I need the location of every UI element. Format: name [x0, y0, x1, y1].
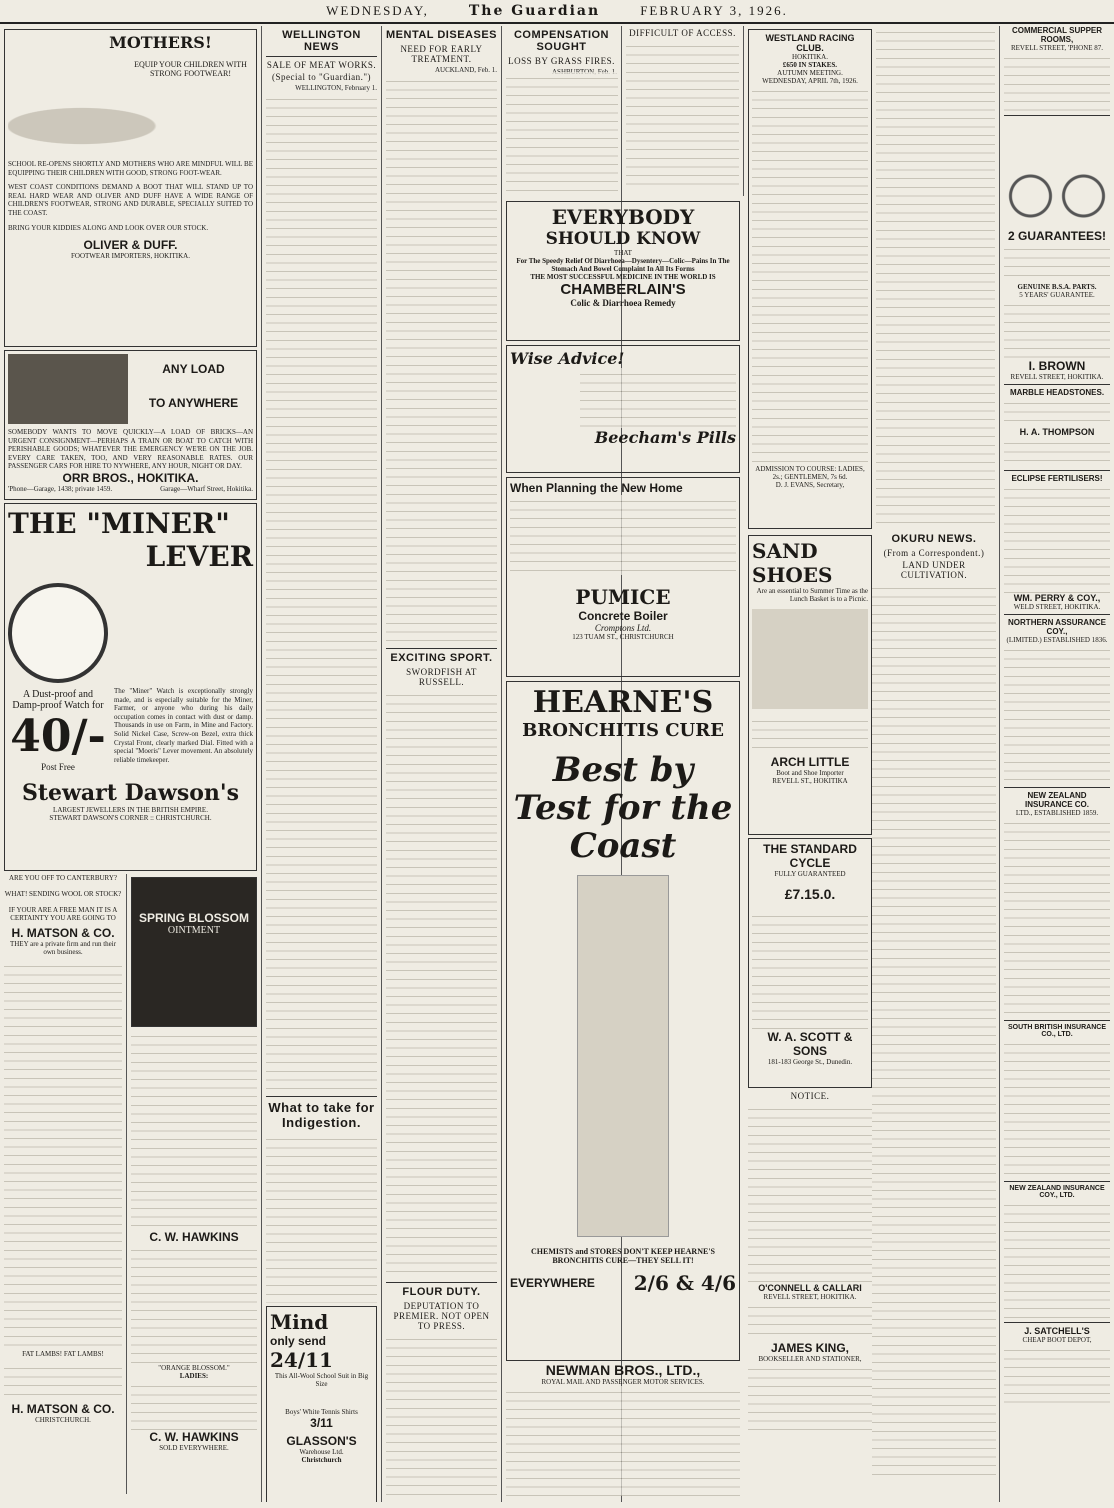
compensation-sub: LOSS BY GRASS FIRES. — [508, 56, 615, 66]
glasson-tennis: Boys' White Tennis Shirts — [285, 1407, 358, 1416]
mental-sub: NEED FOR EARLY TREATMENT. — [400, 44, 483, 64]
racing-date: WEDNESDAY, APRIL 7th, 1926. — [762, 77, 858, 85]
glasson-mind: Mind — [270, 1309, 329, 1334]
beecham-brand: Beecham's Pills — [594, 428, 736, 447]
racing-admission: ADMISSION TO COURSE: LADIES, 2s.; GENTLEMEN, 7s 6d. — [755, 465, 865, 481]
racing-city: HOKITIKA. — [792, 53, 828, 61]
glasson-send: only send — [270, 1333, 327, 1348]
miner-price: 40/- — [10, 711, 106, 762]
load-title: ANY LOAD — [162, 362, 225, 376]
masthead-title: The Guardian — [468, 3, 601, 19]
okuru-sub: (From a Correspondent.) — [883, 548, 985, 558]
ad-racing — [748, 29, 872, 529]
mothers-title: MOTHERS! — [109, 33, 212, 52]
blossom-body3 — [131, 1380, 257, 1430]
blossom-title: SPRING BLOSSOM — [138, 911, 249, 925]
ad-everybody — [506, 201, 740, 341]
racing-meeting: AUTUMN MEETING. — [777, 69, 843, 77]
racing-sec: D. J. EVANS, Secretary, — [775, 481, 845, 489]
load-title2: TO ANYWHERE — [148, 396, 239, 410]
ad-blossom — [126, 874, 257, 1494]
column-3 — [382, 26, 502, 1502]
cycle-firm: W. A. SCOTT & SONS — [767, 1030, 853, 1058]
everybody-that: THAT — [614, 249, 632, 257]
marble-firm: H. A. THOMPSON — [1019, 427, 1095, 437]
wellington-byline: (Special to "Guardian.") — [271, 72, 372, 82]
matson-city: CHRISTCHURCH. — [35, 1416, 91, 1424]
sand-body — [752, 715, 868, 755]
matson-sub: THEY are a private firm and run their own business. — [9, 940, 117, 956]
glasson-tennis-price: 3/11 — [310, 1415, 333, 1430]
load-contacts — [8, 485, 253, 494]
masthead — [0, 0, 1114, 24]
indigestion-body — [266, 1133, 377, 1303]
sand-addr: REVELL ST., HOKITIKA — [772, 777, 848, 785]
supper-body — [1004, 52, 1110, 112]
pumice-addr: 123 TUAM ST., CHRISTCHURCH — [572, 633, 674, 641]
ad-any-load — [4, 350, 257, 500]
brown-body2 — [1004, 299, 1110, 359]
matson-line1: ARE YOU OFF TO CANTERBURY? — [9, 874, 117, 882]
hearne-title: HEARNE'S — [532, 685, 714, 720]
northern-sub: (LIMITED.) ESTABLISHED 1836. — [1006, 636, 1108, 644]
cycle-title2: CYCLE — [789, 856, 831, 870]
northern-body — [1004, 644, 1110, 784]
miner-firm-addr: STEWART DAWSON'S CORNER :: CHRISTCHURCH. — [49, 814, 212, 822]
eclipse-title: ECLIPSE FERTILISERS! — [1011, 474, 1103, 483]
nzins-body — [1004, 817, 1110, 1017]
beecham-title: Wise Advice! — [510, 349, 625, 368]
column-2 — [262, 26, 382, 1502]
hearne-price-row — [510, 1271, 736, 1295]
matson-fatlambs: FAT LAMBS! FAT LAMBS! — [22, 1350, 104, 1358]
indigestion-title: What to take for Indigestion. — [268, 1099, 375, 1130]
exciting-body — [386, 689, 497, 1279]
glasson-price: 24/11 — [270, 1347, 333, 1372]
glasson-firm: GLASSON'S — [286, 1433, 357, 1448]
compensation-title: COMPENSATION SOUGHT — [513, 29, 610, 53]
shoe-illustration — [752, 609, 868, 709]
everybody-title2: SHOULD KNOW — [545, 229, 701, 249]
oconnell-title: O'CONNELL & CALLARI — [758, 1283, 862, 1293]
wellington-dateline: WELLINGTON, February 1. — [295, 84, 377, 92]
c6-left — [748, 26, 872, 532]
everybody-brand: CHAMBERLAIN'S — [560, 281, 686, 298]
matson-firm: H. MATSON & CO. — [11, 926, 115, 940]
sand-firm-sub: Boot and Shoe Importer — [776, 769, 844, 777]
okuru-live — [872, 530, 996, 1482]
miner-firm: Stewart Dawson's — [21, 780, 240, 806]
satchell-body — [1004, 1344, 1110, 1404]
matson-body2 — [4, 1362, 122, 1402]
baby-illustration — [8, 84, 253, 154]
okuru-continued — [876, 26, 995, 526]
ad-glasson — [266, 1306, 377, 1502]
ad-beecham — [506, 345, 740, 473]
ad-pumice — [506, 477, 740, 677]
cycle-title: THE STANDARD — [763, 842, 857, 856]
mothers-firm-sub: FOOTWEAR IMPORTERS, HOKITIKA. — [71, 252, 190, 261]
flour-body — [386, 1333, 497, 1502]
sand-text: Are an essential to Summer Time as the Lunch Basket is to a Picnic. — [756, 587, 868, 603]
miner-title2: LEVER — [145, 540, 253, 573]
pumice-brand2: Concrete Boiler — [578, 609, 668, 623]
eclipse-firm: WM. PERRY & COY., — [1013, 593, 1101, 603]
load-phone: 'Phone—Garage, 1438; private 1459. — [8, 484, 113, 493]
marble-body — [1004, 397, 1110, 427]
glasson-school: This All-Wool School Suit in Big Size — [274, 1371, 369, 1388]
nzins-title: NEW ZEALAND INSURANCE CO. — [1024, 791, 1089, 809]
miner-firm-sub: LARGEST JEWELLERS IN THE BRITISH EMPIRE. — [53, 806, 208, 814]
statue-illustration — [577, 875, 669, 1237]
harcourt-body — [748, 1103, 872, 1283]
okuru-section-title: LAND UNDER CULTIVATION. — [900, 560, 968, 580]
wellington-sub: SALE OF MEAT WORKS. — [266, 60, 377, 70]
cycle-addr: 181-183 George St., Dunedin. — [767, 1058, 853, 1066]
blossom-firm2: C. W. HAWKINS — [149, 1430, 239, 1444]
mothers-firm: OLIVER & DUFF. — [83, 238, 178, 253]
flour-title: FLOUR DUTY. — [402, 1285, 481, 1298]
sand-title2: SHOES — [752, 563, 833, 587]
bicycle-illustration — [1004, 119, 1110, 229]
hearne-bottom: CHEMISTS and STORES DON'T KEEP HEARNE'S BRONCHITIS CURE—THEY SELL IT! — [531, 1247, 715, 1265]
brown-bsa: GENUINE B.S.A. PARTS. — [1017, 283, 1097, 291]
miner-title: THE "MINER" — [8, 507, 230, 540]
matson-firm2: H. MATSON & CO. — [11, 1402, 115, 1416]
c6-bottom — [748, 1091, 872, 1433]
everybody-text2: THE MOST SUCCESSFUL MEDICINE IN THE WORLD IS — [530, 273, 716, 281]
southbritish-body — [1004, 1038, 1110, 1178]
miner-side: A Dust-proof and Damp-proof Watch for — [12, 689, 104, 711]
pumice-body — [510, 495, 736, 575]
blossom-orange: "ORANGE BLOSSOM." — [158, 1364, 230, 1372]
brown-body — [1004, 243, 1110, 283]
pumice-title: When Planning the New Home — [510, 481, 683, 495]
blossom-body2 — [131, 1244, 257, 1364]
brown-guarantee: 2 GUARANTEES! — [1007, 229, 1106, 243]
matson-line3: IF YOUR ARE A FREE MAN IT IS A CERTAINTY YOU ARE GOING TO — [8, 906, 118, 922]
ad-mothers — [4, 29, 257, 347]
racing-stakes: £650 IN STAKES. — [782, 61, 838, 69]
exciting-sub: SWORDFISH AT RUSSELL. — [406, 666, 477, 687]
everybody-brand-sub: Colic & Diarrhoea Remedy — [570, 298, 676, 308]
supper-sub: REVELL STREET, 'PHONE 87. — [1010, 44, 1104, 52]
hearne-slogan: Best by Test for the Coast — [513, 750, 733, 866]
column-7 — [1000, 26, 1114, 1502]
oconnell-sub: REVELL STREET, HOKITIKA. — [763, 1293, 857, 1301]
column-1 — [0, 26, 262, 1502]
compensation-body — [506, 72, 618, 192]
wellington-title: WELLINGTON NEWS — [282, 29, 361, 53]
everybody-title: EVERYBODY — [551, 205, 695, 229]
glasson-city: Christchurch — [301, 1455, 342, 1464]
brown-firm: I. BROWN — [1028, 359, 1086, 373]
harcourt-title: NOTICE. — [790, 1091, 830, 1101]
matson-body — [4, 960, 122, 1350]
newman-sub: ROYAL MAIL AND PASSENGER MOTOR SERVICES. — [541, 1378, 705, 1386]
king-title: JAMES KING, — [770, 1341, 849, 1355]
newman-title: NEWMAN BROS., LTD., — [545, 1362, 701, 1378]
southbritish-title: SOUTH BRITISH INSURANCE CO., LTD. — [1007, 1024, 1106, 1038]
wellington-body — [266, 93, 377, 1093]
satchell-title: J. SATCHELL'S — [1024, 1326, 1090, 1336]
oconnell-body — [748, 1301, 872, 1341]
watch-icon — [8, 583, 108, 683]
mothers-line2: WEST COAST CONDITIONS DEMAND A BOOT THAT WILL STAND UP TO REAL HARD WEAR AND OLIVER AND DUFF HAVE A WIDE RANGE OF CHILDREN'S FOOTWEAR, STRONG AND DURABLE, SPECIALLY SUITED TO THE COAST. — [8, 183, 253, 217]
miner-text: The "Miner" Watch is exceptionally strongly made, and is especially suitable for the Miner, Farmer, or anyone who during his daily occupation comes in contact with dust or damp. Thousands in use on Farm, in Mine and Factory. Solid Nickel Case, Screw-on Bezel, extra thick Crystal Front, clearly marked Dial. Fitted with a special "Moeris" Lever movement. An absolutely reliable timekeeper. — [114, 687, 253, 764]
glasson-firm-sub: Warehouse Ltd. — [299, 1447, 344, 1456]
blossom-label — [131, 877, 257, 1027]
northern-title: NORTHERN ASSURANCE COY., — [1008, 618, 1106, 636]
eclipse-body — [1004, 483, 1110, 593]
miner-post: Post Free — [41, 762, 75, 772]
mental-title: MENTAL DISEASES — [386, 29, 497, 41]
cycle-price: £7.15.0. — [784, 886, 836, 902]
middle-ads — [502, 26, 744, 1502]
mental-dateline: AUCKLAND, Feb. 1. — [434, 66, 497, 74]
marble-body2 — [1004, 437, 1110, 467]
matson-line2: WHAT! SENDING WOOL OR STOCK? — [4, 890, 122, 898]
ad-matson — [4, 874, 122, 1494]
sand-firm: ARCH LITTLE — [770, 755, 850, 769]
c6-right-top — [876, 26, 995, 532]
eclipse-addr: WELD STREET, HOKITIKA. — [1013, 603, 1101, 611]
load-garage: Garage—Wharf Street, Hokitika. — [160, 484, 253, 493]
brown-addr: REVELL STREET, HOKITIKA. — [1010, 373, 1104, 381]
racing-title: WESTLAND RACING CLUB. — [765, 33, 855, 53]
mothers-line1: SCHOOL RE-OPENS SHORTLY AND MOTHERS WHO ARE MINDFUL WILL BE EQUIPPING THEIR CHILDREN WITH GOOD, STRONG FOOT-WEAR. — [8, 160, 253, 177]
truck-illustration — [8, 354, 128, 424]
nzins-sub: LTD., ESTABLISHED 1859. — [1015, 809, 1099, 817]
racing-body — [752, 85, 868, 465]
mental-body — [386, 75, 497, 645]
mothers-line3: BRING YOUR KIDDIES ALONG AND LOOK OVER OUR STOCK. — [8, 223, 209, 232]
king-body — [748, 1363, 872, 1433]
king-sub: BOOKSELLER AND STATIONER, — [758, 1355, 862, 1363]
masthead-date: FEBRUARY 3, 1926. — [640, 3, 788, 18]
satchell-sub: CHEAP BOOT DEPOT, — [1022, 1336, 1092, 1344]
ad-hearne — [506, 681, 740, 1361]
newman-body — [506, 1386, 740, 1496]
load-firm: ORR BROS., HOKITIKA. — [62, 470, 199, 485]
mothers-tag: EQUIP YOUR CHILDREN WITH STRONG FOOTWEAR! — [134, 60, 247, 78]
nzins2-body — [1004, 1199, 1110, 1319]
nzins2-title: NEW ZEALAND INSURANCE COY., LTD. — [1009, 1185, 1105, 1199]
ad-newman — [506, 1362, 740, 1502]
beecham-body — [580, 368, 736, 428]
flour-sub: DEPUTATION TO PREMIER. NOT OPEN TO PRESS. — [393, 1300, 490, 1331]
blossom-body — [131, 1030, 257, 1230]
pumice-brand: PUMICE — [575, 585, 671, 609]
cycle-body — [752, 910, 868, 1030]
hearne-every: EVERYWHERE — [510, 1276, 595, 1290]
cycle-sub: FULLY GUARANTEED — [774, 870, 846, 878]
load-text: SOMEBODY WANTS TO MOVE QUICKLY—A LOAD OF BRICKS—AN URGENT CONSIGNMENT—PERHAPS A TRAIN OR BOAT TO CATCH WITH PERISHABLE GOODS; WHATEVER THE EMERGENCY WE'RE ON THE JOB. EVERY CARE TAKEN, TOO, AND VERY REASONABLE RATES. OUR PASSENGER CARS FOR HIRE TO NYWHERE, ANY HOUR, NIGHT OR DAY. — [8, 428, 253, 471]
access-title: DIFFICULT OF ACCESS. — [629, 28, 736, 38]
marble-title: MARBLE HEADSTONES. — [1009, 388, 1105, 397]
blossom-sub: OINTMENT — [167, 925, 221, 936]
okuru-body — [872, 582, 996, 1482]
blossom-firm: C. W. HAWKINS — [149, 1230, 239, 1244]
brown-years: 5 YEARS' GUARANTEE. — [1019, 291, 1095, 299]
exciting-title: EXCITING SPORT. — [390, 651, 493, 664]
blossom-ladies: LADIES: — [179, 1372, 209, 1380]
blossom-sold: SOLD EVERYWHERE. — [159, 1444, 229, 1452]
sand-title: SAND — [752, 539, 818, 563]
hearne-title2: BRONCHITIS CURE — [522, 720, 724, 741]
masthead-day: WEDNESDAY, — [326, 3, 429, 18]
everybody-text: For The Speedy Relief Of Diarrhoea—Dysentery—Colic—Pains In The Stomach And Bowel Complaint In All Its Forms — [516, 257, 730, 273]
okuru-title: OKURU NEWS. — [891, 533, 977, 545]
ad-miner-watch — [4, 503, 257, 871]
ad-sandshoes — [748, 535, 872, 835]
supper-title: COMMERCIAL SUPPER ROOMS, — [1011, 26, 1103, 44]
hearne-price: 2/6 & 4/6 — [633, 1271, 736, 1295]
pumice-firm: Cromptons Ltd. — [594, 623, 652, 633]
ad-cycle — [748, 838, 872, 1088]
